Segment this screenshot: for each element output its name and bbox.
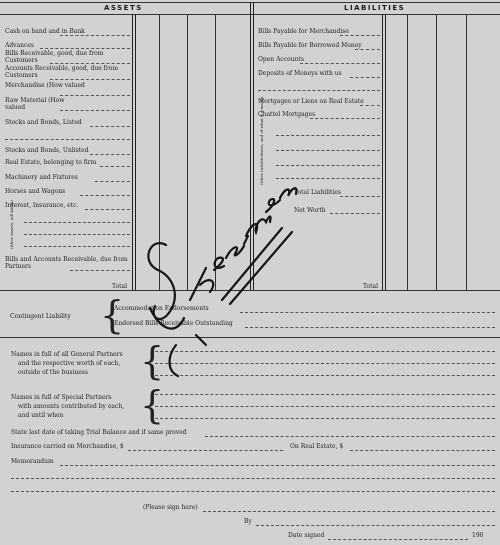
- date-signed-label: Date signed: [288, 532, 325, 539]
- total-liabilities-label: Total Liabilities: [294, 189, 342, 196]
- asset-row-label: Raw Material (How valued: [5, 97, 65, 111]
- other-assets-label: Other Assets, (all kinds): [9, 200, 14, 249]
- insurance-merchandise-label: Insurance carried on Merchandise, $: [11, 443, 124, 450]
- asset-row-label: Horses and Wagons: [5, 188, 66, 195]
- endorsed-label: Endorsed Bills Receivable Outstanding: [114, 320, 233, 327]
- net-worth-label: Net Worth: [294, 207, 326, 214]
- asset-row-label: Bills and Accounts Receivable, due from Partners: [5, 256, 128, 270]
- special-partners-line: with amounts contributed by each,: [18, 403, 125, 410]
- liability-row-label: Bills Payable for Merchandise: [258, 28, 349, 35]
- assets-total-label: Total: [112, 283, 128, 290]
- asset-row-label: Accounts Receivable, good, due from Customers: [5, 65, 119, 79]
- please-sign-label: (Please sign here): [143, 504, 198, 511]
- general-partners-brace: {: [140, 339, 165, 383]
- general-partners-line: and the respective worth of each,: [18, 360, 121, 367]
- asset-row-label: Machinery and Fixtures: [5, 174, 78, 181]
- asset-row-label: Stocks and Bonds, Unlisted: [5, 147, 89, 154]
- liabilities-header: LIABILITIES: [344, 4, 406, 12]
- liability-row-label: Open Accounts: [258, 56, 304, 63]
- general-partners-line: Names in full of all General Partners: [11, 351, 123, 358]
- year-prefix: 190: [472, 532, 484, 539]
- special-partners-line: and until when: [18, 412, 64, 419]
- contingent-brace: {: [100, 293, 125, 337]
- accommodation-label: Accommodation Endorsements: [114, 305, 209, 312]
- contingent-liability-label: Contingent Liability: [10, 313, 71, 320]
- insurance-real-estate-label: On Real Estate, $: [290, 443, 344, 450]
- memorandum-label: Memorandum: [11, 458, 54, 465]
- asset-row-label: Merchandise (How valued: [5, 82, 85, 89]
- asset-row-label: Advances: [5, 42, 34, 49]
- liability-row-label: Deposits of Moneys with us: [258, 70, 342, 77]
- assets-header: ASSETS: [104, 4, 143, 12]
- special-partners-line: Names in full of Special Partners: [11, 394, 112, 401]
- asset-row-label: Stocks and Bonds, Listed: [5, 119, 82, 126]
- liability-row-label: Bills Payable for Borrowed Money: [258, 42, 362, 49]
- other-indebtedness-label: Other Indebtedness, and of what it consists: [259, 96, 264, 185]
- liability-row-label: Chattel Mortgages: [258, 111, 316, 118]
- asset-row-label: Real Estate, belonging to firm: [5, 159, 97, 166]
- trial-balance-label: State last date of taking Trial Balance and if same proved: [11, 429, 187, 436]
- special-partners-brace: {: [140, 383, 165, 427]
- liability-row-label: Mortgages or Liens on Real Estate: [258, 98, 364, 105]
- liabilities-total-label: Total: [363, 283, 379, 290]
- general-partners-line: outside of the business: [18, 369, 88, 376]
- by-label: By: [244, 518, 252, 525]
- asset-row-label: Interest, Insurance, etc.: [5, 202, 79, 209]
- asset-row-label: Bills Receivable, good, due from Customers: [5, 50, 104, 64]
- asset-row-label: Cash on hand and in Bank: [5, 28, 85, 35]
